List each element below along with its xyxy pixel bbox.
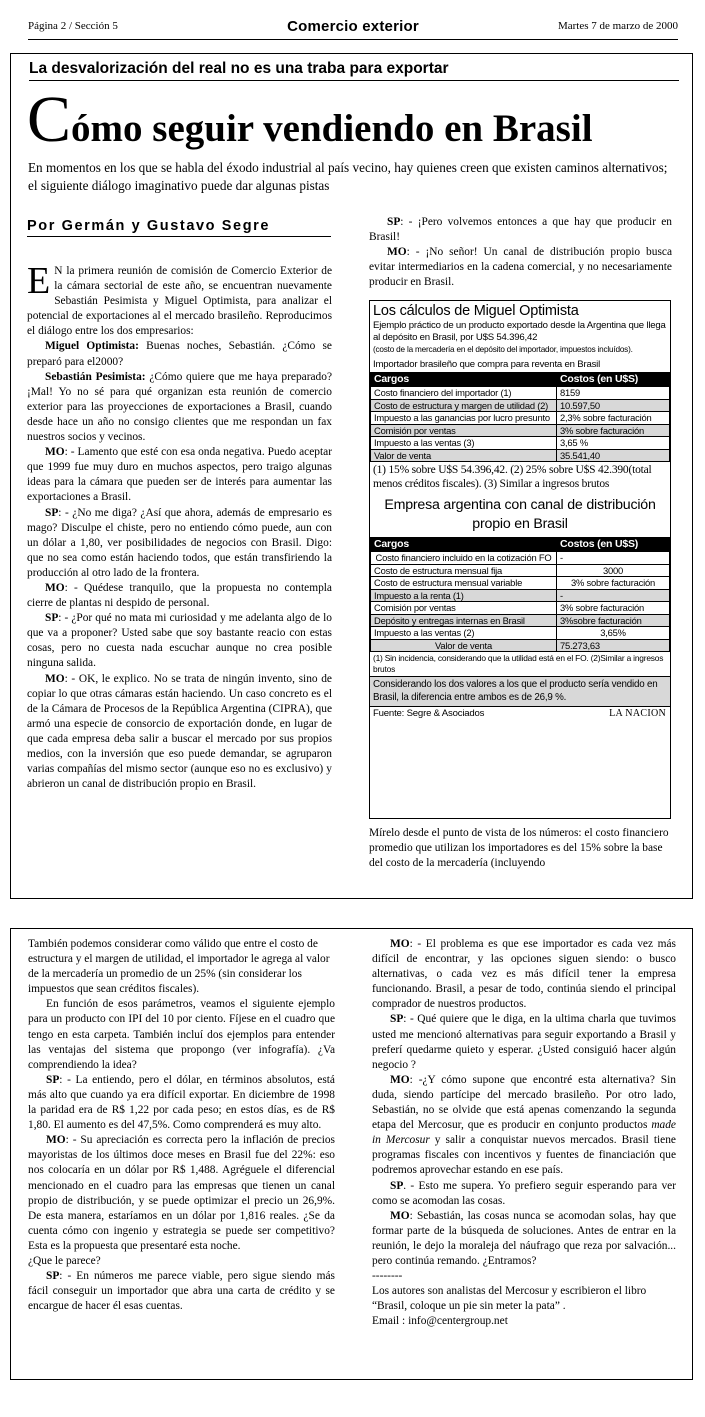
table-row: Impuesto a las ganancias por lucro presunto 2,3% sobre facturación <box>371 412 670 425</box>
table-row: Impuesto a la renta (1) - <box>371 589 670 602</box>
col-header: Costos (en U$S) <box>557 538 670 552</box>
table-row: Impuesto a las ventas (2) 3,65% <box>371 627 670 640</box>
table-row: Depósito y entregas internas en Brasil 3%sobre facturación <box>371 614 670 627</box>
headline-initial: C <box>27 83 72 156</box>
table-row: Costo financiero incluido en la cotización FO - <box>371 552 670 565</box>
paragraph: E N la primera reunión de comisión de Comercio Exterior de la cámara sectorial de este año, se encuentran nuevamente Sebastián Pesimista y Miguel Optimista, para analizar el potencial de exportaciones al el mercado brasileño. Reproducimos el diálogo entre los dos empresarios: <box>27 260 332 338</box>
section-title: Comercio exterior <box>287 18 419 35</box>
paragraph: SP: - ¡Pero volvemos entonces a que hay que producir en Brasil! <box>369 216 672 244</box>
paragraph: SP: - En números me parece viable, pero sigue siendo más fácil conseguir un importador que abra una carta de crédito y se encargue de hacer él esas cuentas. <box>28 1270 335 1313</box>
paragraph: Mírelo desde el punto de vista de los números: el costo financiero promedio que utilizan los importadores es del 15% sobre la base del costo de la mercadería (incluyendo <box>369 827 669 870</box>
paragraph: ¿Que le parece? <box>28 1254 101 1267</box>
paragraph: Sebastián Pesimista: ¿Cómo quiere que me haya preparado? ¡Mal! Yo no sé para qué organizan esta reunión de comercio exterior para las proyecciones de exportaciones a Brasil, cuando desde hace un año no consigo clientes que me respondan un fax nuestros socios y vecinos. <box>27 370 333 444</box>
column-2-top <box>369 215 672 290</box>
paragraph: SP: - La entiendo, pero el dólar, en términos absolutos, está más alto que cuando ya era difícil exportar. En diciembre de 1998 la paridad era de R$ 1,22 por cada peso; en estos días, es de R$ 1,80. El aumento es del 47,5%. Como comprenderá es muy alto. <box>28 1073 335 1132</box>
paragraph: SP. - Esto me supera. Yo prefiero seguir esperando para ver como se acomodan las cosas. <box>372 1179 676 1207</box>
table-row: Costo de estructura mensual fija 3000 <box>371 564 670 577</box>
paragraph: Miguel Optimista: Buenas noches, Sebastián. ¿Cómo se preparó para el2000? <box>27 340 332 368</box>
table-row: Valor de venta 35.541,40 <box>371 449 670 462</box>
issue-date: Martes 7 de marzo de 2000 <box>557 20 678 32</box>
company-table <box>370 537 670 652</box>
table-note: (1) 15% sobre U$S 54.396,42. (2) 25% sobre U$S 42.390(total menos créditos fiscales). (3) Similar a ingresos brutos <box>373 464 652 490</box>
author-email: Email : info@centergroup.net <box>372 1315 508 1328</box>
paragraph: SP: - Qué quiere que le diga, en la ultima charla que tuvimos usted me mencionó alternativas para seguir exportando a Brasil y preferí quedarme quieto y esperar. ¿Usted consiguió hacer algún negocio ? <box>372 1013 676 1071</box>
newspaper-logo: LA NACION <box>609 708 666 719</box>
article-continuation-box <box>10 928 693 1380</box>
paragraph: MO: - Quédese tranquilo, que la propuesta no contempla cierre de plantas ni despido de personal. <box>27 581 332 610</box>
paragraph: MO: - ¡No señor! Un canal de distribución propio busca evitar intermediarios en la cadena comercial, y no necesariamente producir en Brasil. <box>369 246 672 289</box>
byline: Por Germán y Gustavo Segre <box>27 218 331 237</box>
kicker: La desvalorización del real no es una traba para exportar <box>29 60 679 81</box>
conclusion: Considerando los dos valores a los que el producto sería vendido en Brasil, la diferencia entre ambos es de 26,9 %. <box>370 676 670 707</box>
paragraph: MO: -¿Y cómo supone que encontré esta alternativa? Sin duda, siendo partícipe del mercado brasileño. Por otro lado, Sebastián, no se olvide que está apenas comenzando la segunda etapa del Mercosur, que es producir en conjunto productos made in Mercosur y salir a conquistar nuevos mercados. Brasil tiene programas fiscales con incentivos y fuentes de financiación que podremos aprovechar estando en ese país. <box>372 1073 676 1177</box>
paragraph: MO: - Lamento que esté con esa onda negativa. Puedo aceptar que 1999 fue muy duro en muchos aspectos, pero traigo algunas ideas para la cámara que pueden ser de interés para aumentar las exportaciones a Brasil. <box>27 446 332 504</box>
column-1 <box>27 260 333 792</box>
paragraph: En función de esos parámetros, veamos el siguiente ejemplo para un producto con IPI del 10 por ciento. Fíjese en el cuadro que tengo en esta carpeta. También incluí dos ejemplos para entender las ventajas del sistema que propongo (ver infografía). ¿Va comprendiendo la idea? <box>28 998 335 1071</box>
paragraph: SP: - ¿No me diga? ¿Así que ahora, además de empresario es mago? Disculpe el chiste, pero no entiendo cómo puede, aun con un dólar a 1,80, ver posibilidades de negocios con Brasil. Digo: que no sea como están haciendo todos, que están transfiriendo la producción al otro lado de la frontera. <box>27 506 332 579</box>
headline <box>27 83 593 159</box>
column-2-bottom <box>369 826 672 871</box>
subtitle: En momentos en los que se habla del éxodo industrial al país vecino, hay quienes creen que existen caminos alternativos; el siguiente diálogo imaginativo puede dar algunas pistas <box>28 160 668 193</box>
table-row: Valor de venta 75.273,63 <box>371 639 670 652</box>
paragraph: MO: - El problema es que ese importador es cada vez más difícil de encontrar, y las opciones siguen siendo: o busco alternativas, o cada vez es más difícil tener la empresa funcionando. Brasil, a pesar de todo, continúa siendo el principal comprador de nuestros productos. <box>372 938 676 1011</box>
infographic-intro: Ejemplo práctico de un producto exportado desde la Argentina que llega al depósito en Brasil, por U$S 54.396,42 <box>373 320 666 343</box>
table-row: Comisión por ventas 3% sobre facturación <box>371 602 670 615</box>
paragraph: También podemos considerar como válido que entre el costo de estructura y el margen de utilidad, el importador le agrega al valor de la mercadería un promedio de un 25% (sin considerar los impuestos que sean créditos fiscales). <box>28 938 330 996</box>
col-header: Cargos <box>371 538 557 552</box>
paragraph: MO: Sebastián, las cosas nunca se acomodan solas, hay que formar parte de la búsqueda de soluciones. Antes de entrar en la reunión, le dejo la moraleja del náufrago que reza por salvación... pero continúa remando. ¿Entramos? <box>372 1209 676 1267</box>
importer-table <box>370 372 670 462</box>
headline-rest: ómo seguir vendiendo en Brasil <box>71 107 593 150</box>
col-header: Costos (en U$S) <box>557 373 670 387</box>
col-header: Cargos <box>371 373 557 387</box>
column-4 <box>372 937 676 1329</box>
table-row: Costo de estructura mensual variable 3% sobre facturación <box>371 577 670 590</box>
table-row: Impuesto a las ventas (3) 3,65 % <box>371 437 670 450</box>
page-header <box>28 18 678 40</box>
table-row: Costo financiero del importador (1) 8159 <box>371 387 670 400</box>
paragraph: MO: - Su apreciación es correcta pero la inflación de precios mayoristas de los últimos doce meses en Brasil fue del 22%: eso nos colocaría en un dólar por R$ 1,488. Agréguele el diferencial mencionado en el cuadro para las empresas que tienen un canal propio de distribución, y se puede optimizar el precio un 26,9%. De esta manera, estaríamos en un dólar por 1,816 reales. ¿Se da cuenta cómo con ingenio y estrategia se puede ser competitivo? Esta es la propuesta que presentaré esta noche. <box>28 1134 335 1252</box>
infographic-title: Los cálculos de Miguel Optimista <box>373 303 579 319</box>
paragraph: MO: - OK, le explico. No se trata de ningún invento, sino de copiar lo que otras cámaras están haciendo. Un caso concreto es el de la Cámara de Procesos de la República Argentina (CIPRA), que armó una especie de consorcio de exportación donde, en lugar de que cada empresa deba salir a buscar el mercado por sus propios medios, con la inversión que eso puede demandar, se agruparon varias compañías del mismo sector (aunque eso no es exclusivo) y abrieron un canal de distribución propio en Brasil. <box>27 672 332 791</box>
drop-cap: E <box>27 260 51 302</box>
table-note: (1) Sin incidencia, considerando que la utilidad está en el FO. (2)Similar a ingresos brutos <box>373 653 664 674</box>
infographic-intro-note: (costo de la mercadería en el depósito del importador, impuestos incluídos). <box>373 345 633 354</box>
page-number: Página 2 / Sección 5 <box>28 20 118 32</box>
separator: -------- <box>372 1270 403 1283</box>
importer-heading: Importador brasileño que compra para reventa en Brasil <box>373 359 601 370</box>
infographic-subtitle: Empresa argentina con canal de distribución propio en Brasil <box>384 497 656 532</box>
source: Fuente: Segre & Asociados LA NACION <box>373 708 666 719</box>
author-note: Los autores son analistas del Mercosur y escribieron el libro “Brasil, coloque un pie sin meter la pata” . <box>372 1285 647 1313</box>
table-row: Comisión por ventas 3% sobre facturación <box>371 424 670 437</box>
table-row: Costo de estructura y margen de utilidad (2) 10.597,50 <box>371 399 670 412</box>
infographic <box>369 300 671 819</box>
column-3 <box>28 937 335 1314</box>
article-top-box <box>10 53 693 899</box>
paragraph: SP: - ¿Por qué no mata mi curiosidad y me adelanta algo de lo que va a proponer? Usted sabe que soy bastante reacio con estas cosas, pero no cuesta nada escuchar aunque no crea posible ninguna salida. <box>27 612 332 670</box>
